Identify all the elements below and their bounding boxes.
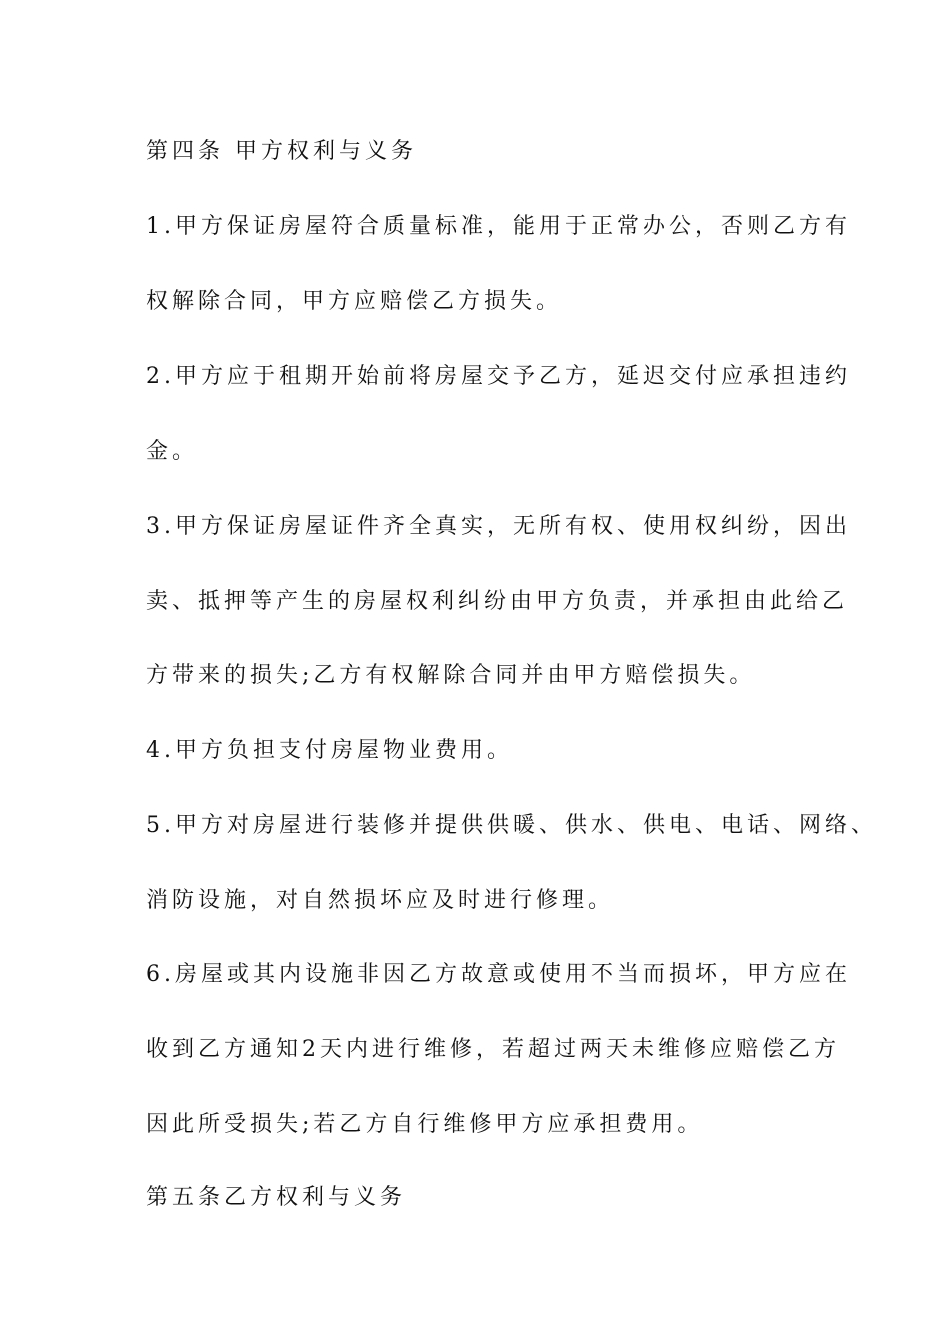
section-heading-article-5: 第五条乙方权利与义务	[146, 1185, 407, 1210]
clause-6-line-2: 收到乙方通知2天内进行维修，若超过两天未维修应赔偿乙方	[146, 1037, 840, 1062]
clause-6-line-3: 因此所受损失;若乙方自行维修甲方应承担费用。	[146, 1112, 704, 1137]
clause-2-line-1: 2.甲方应于租期开始前将房屋交予乙方，延迟交付应承担违约	[146, 364, 851, 389]
clause-1-line-2: 权解除合同，甲方应赔偿乙方损失。	[146, 289, 563, 314]
clause-1-line-1: 1.甲方保证房屋符合质量标准，能用于正常办公，否则乙方有	[146, 214, 851, 239]
clause-3-line-2: 卖、抵押等产生的房屋权利纠纷由甲方负责，并承担由此给乙	[146, 589, 849, 614]
clause-3-line-1: 3.甲方保证房屋证件齐全真实，无所有权、使用权纠纷，因出	[146, 514, 851, 539]
clause-3-line-3: 方带来的损失;乙方有权解除合同并由甲方赔偿损失。	[146, 663, 756, 688]
clause-5-line-1: 5.甲方对房屋进行装修并提供供暖、供水、供电、电话、网络、	[146, 813, 877, 838]
clause-2-line-2: 金。	[146, 439, 199, 464]
section-heading-article-4: 第四条 甲方权利与义务	[146, 139, 417, 164]
clause-4-line-1: 4.甲方负担支付房屋物业费用。	[146, 738, 513, 763]
clause-6-line-1: 6.房屋或其内设施非因乙方故意或使用不当而损坏，甲方应在	[146, 962, 851, 987]
clause-5-line-2: 消防设施，对自然损坏应及时进行修理。	[146, 888, 615, 913]
